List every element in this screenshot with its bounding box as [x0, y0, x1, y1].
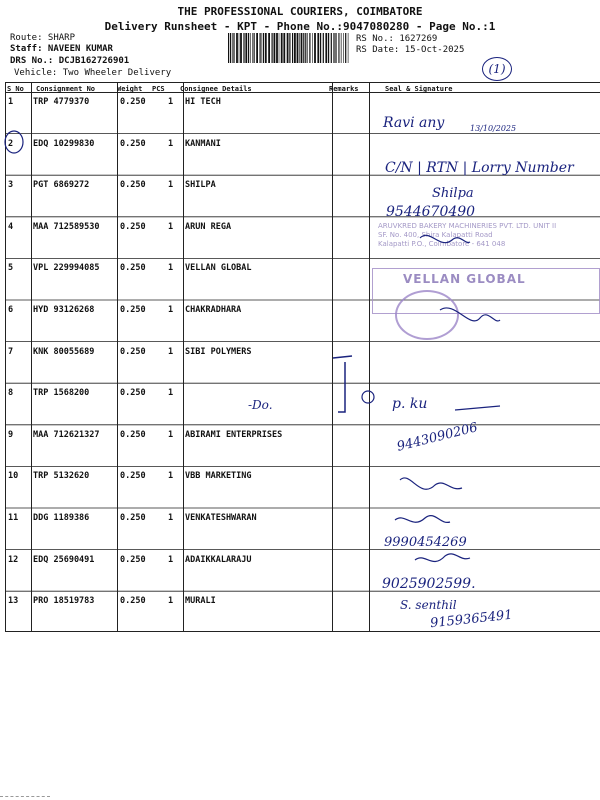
- cell-consignment: EDQ 25690491: [33, 554, 95, 565]
- stamp-address-2: Kalapatti P.O., Coimbatore - 641 048: [378, 240, 506, 248]
- column-header-pcs: PCS: [152, 85, 165, 93]
- column-header-sno: S No: [7, 85, 24, 93]
- signature-row8: p. ku: [392, 396, 428, 412]
- phone-row9: 9443090206: [395, 420, 480, 455]
- phone-row3: 9544670490: [386, 204, 476, 220]
- phone-row11: 9990454269: [384, 535, 467, 550]
- cell-consignee: HI TECH: [185, 97, 221, 107]
- cell-sno: 10: [8, 471, 19, 482]
- cell-consignment: KNK 80055689: [33, 346, 95, 357]
- signature-row1-date: 13/10/2025: [470, 124, 517, 133]
- cell-consignee: ARUN REGA: [185, 221, 232, 232]
- rs-date: RS Date: 15-Oct-2025: [356, 45, 465, 55]
- runsheet-subtitle: Delivery Runsheet - KPT - Phone No.:9047080280 - Page No.:1: [104, 20, 496, 33]
- cell-consignee: MURALI: [185, 596, 216, 607]
- column-header-seal: Seal & Signature: [385, 85, 453, 93]
- cell-consignee: VENKATESHWARAN: [185, 513, 257, 523]
- cell-consignee: KANMANI: [185, 138, 221, 149]
- vellan-stamp-text: VELLAN GLOBAL: [403, 272, 526, 286]
- cell-sno: 8: [8, 388, 14, 399]
- cell-consignment: TRP 1568200: [33, 388, 90, 399]
- signature-row3: Shilpa: [432, 186, 474, 201]
- ditto-row8: -Do.: [248, 398, 273, 412]
- staff-label: Staff: NAVEEN KUMAR: [10, 44, 113, 54]
- cell-weight: 0.250: [120, 305, 146, 315]
- cell-consignee: VELLAN GLOBAL: [185, 263, 252, 274]
- cell-pcs: 1: [168, 305, 174, 315]
- cell-weight: 0.250: [120, 263, 146, 274]
- cell-consignee: ADAIKKALARAJU: [185, 554, 252, 565]
- cell-consignee: SIBI POLYMERS: [185, 346, 252, 357]
- footer-mark: [0, 796, 50, 800]
- cell-sno: 12: [8, 554, 19, 565]
- cell-sno: 6: [8, 305, 14, 315]
- cell-sno: 3: [8, 180, 14, 191]
- cell-weight: 0.250: [120, 429, 146, 440]
- cell-consignee: VBB MARKETING: [185, 471, 252, 482]
- cell-weight: 0.250: [120, 471, 146, 482]
- cell-consignment: VPL 229994085: [33, 263, 100, 274]
- cell-pcs: 1: [168, 388, 174, 399]
- cell-consignment: TRP 5132620: [33, 471, 90, 482]
- cell-consignment: PGT 6869272: [33, 180, 90, 191]
- column-header-consignment: Consignment No: [36, 85, 96, 93]
- cell-pcs: 1: [168, 471, 174, 482]
- column-header-consignee: Consignee Details: [180, 85, 252, 93]
- circled-page-mark: (1): [482, 57, 512, 81]
- cell-pcs: 1: [168, 221, 174, 232]
- cell-consignment: EDQ 10299830: [33, 138, 95, 149]
- cell-sno: 13: [8, 596, 19, 607]
- cell-weight: 0.250: [120, 180, 146, 191]
- cell-consignee: ABIRAMI ENTERPRISES: [185, 429, 283, 440]
- cell-consignment: MAA 712589530: [33, 221, 100, 232]
- cell-pcs: 1: [168, 596, 174, 607]
- cell-consignment: TRP 4779370: [33, 97, 90, 107]
- cell-weight: 0.250: [120, 138, 146, 149]
- phone-row12: 9025902599.: [382, 576, 476, 592]
- cell-pcs: 1: [168, 346, 174, 357]
- signature-row1: Ravi any: [383, 115, 445, 131]
- cell-pcs: 1: [168, 180, 174, 191]
- cell-pcs: 1: [168, 138, 174, 149]
- cell-weight: 0.250: [120, 596, 146, 607]
- cell-sno: 1: [8, 97, 14, 107]
- cell-weight: 0.250: [120, 221, 146, 232]
- cell-sno: 7: [8, 346, 14, 357]
- phone-row13: 9159365491: [429, 607, 514, 632]
- column-header-remarks: Remarks: [329, 85, 359, 93]
- cell-sno: 5: [8, 263, 14, 274]
- vehicle-label: Vehicle: Two Wheeler Delivery: [14, 68, 172, 78]
- column-header-weight: Weight: [117, 85, 143, 93]
- cell-pcs: 1: [168, 429, 174, 440]
- cell-sno: 11: [8, 513, 19, 523]
- stamp-company-name: ARUVKRED BAKERY MACHINERIES PVT. LTD. UNIT II: [378, 222, 557, 230]
- runsheet-title: THE PROFESSIONAL COURIERS, COIMBATORE: [177, 5, 423, 18]
- signature-row13: S. senthil: [400, 598, 457, 612]
- cell-consignee: SHILPA: [185, 180, 216, 191]
- cell-consignee: CHAKRADHARA: [185, 305, 242, 315]
- cell-pcs: 1: [168, 97, 174, 107]
- cell-consignment: PRO 18519783: [33, 596, 95, 607]
- cell-consignment: DDG 1189386: [33, 513, 90, 523]
- cell-weight: 0.250: [120, 388, 146, 399]
- cell-weight: 0.250: [120, 346, 146, 357]
- cell-sno: 2: [8, 138, 14, 149]
- cell-sno: 9: [8, 429, 14, 440]
- cell-weight: 0.250: [120, 554, 146, 565]
- cell-weight: 0.250: [120, 97, 146, 107]
- note-row2: C/N | RTN | Lorry Number: [385, 160, 574, 176]
- cell-weight: 0.250: [120, 513, 146, 523]
- stamp-address-1: SF. No. 400, Shira Kalapatti Road: [378, 231, 493, 239]
- cell-consignment: HYD 93126268: [33, 305, 95, 315]
- cell-consignment: MAA 712621327: [33, 429, 100, 440]
- cell-pcs: 1: [168, 513, 174, 523]
- cell-pcs: 1: [168, 554, 174, 565]
- cell-sno: 4: [8, 221, 14, 232]
- drs-label: DRS No.: DCJB162726901: [10, 56, 130, 66]
- rs-number: RS No.: 1627269: [356, 34, 438, 44]
- cell-pcs: 1: [168, 263, 174, 274]
- route-label: Route: SHARP: [10, 33, 76, 43]
